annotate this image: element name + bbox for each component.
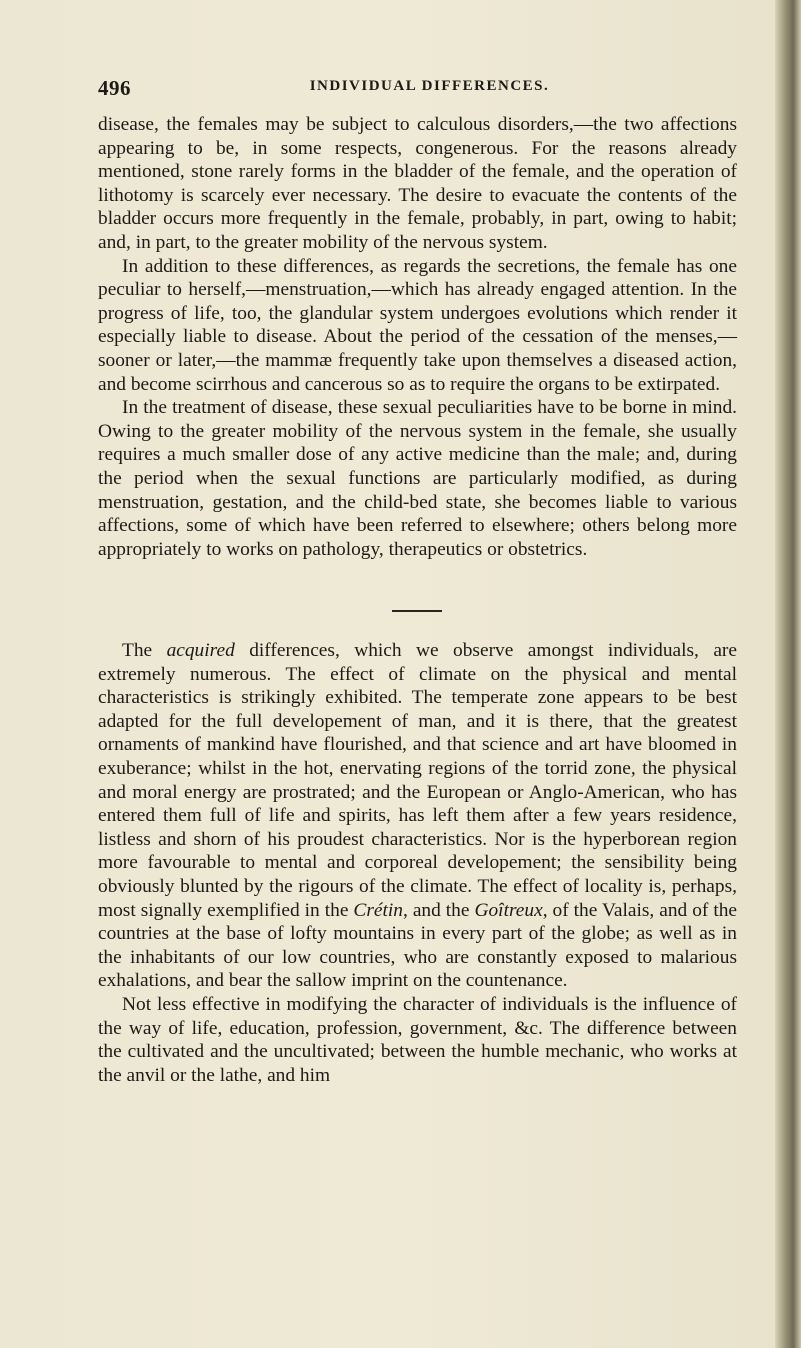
paragraph <box>98 639 737 993</box>
paragraph: Not less effective in modifying the character of individuals is the influence of the way of life, education, profession, government, &c. The difference between the cultivated and the uncultivated; between the humble mechanic, who works at the anvil or the lathe, and him <box>98 993 737 1086</box>
text-run: The <box>122 640 167 661</box>
text-section-sexual-differences <box>98 113 737 561</box>
page-edge-shadow <box>775 0 801 1348</box>
section-divider <box>392 610 442 612</box>
paragraph: In addition to these differences, as regards the secretions, the female has one peculiar to herself,—menstruation,—which has already engaged attention. In the progress of life, too, the glandular system undergoes evolutions which render it especially liable to disease. About the period of the cessation of the menses,—sooner or later,—the mammæ frequently take upon themselves a diseased action, and become scirrhous and cancerous so as to require the organs to be extirpated. <box>98 255 737 395</box>
paragraph: disease, the females may be subject to calculous disorders,—the two affections appearing to be, in some respects, congenerous. For the reasons already mentioned, stone rarely forms in the bladder of the female, and the operation of lithotomy is scarcely ever necessary. The desire to evacuate the contents of the bladder occurs more frequently in the female, probably, in part, owing to habit; and, in part, to the greater mobility of the nervous system. <box>98 114 737 253</box>
italic-term: Crétin <box>353 899 403 921</box>
page-header <box>98 76 731 102</box>
text-section-acquired-differences <box>98 639 737 1087</box>
page-number: 496 <box>98 76 131 100</box>
text-run: , of the Valais, and of the countries at the base of lofty mountains in every part of the globe; as well as in the inhabitants of our low countries, who are constantly exposed to malarious exhalations, and bear the sallow imprint on the countenance. <box>98 899 738 992</box>
italic-term: Goîtreux <box>474 899 543 921</box>
text-run: differences, which we observe amongst individuals, are extremely numerous. The effect of climate on the physical and mental characteristics is strikingly exhibited. The temperate zone appears to be best adapted for the full developement of man, and it is there, that the greatest ornaments of mankind have flourished, and that science and art have bloomed in exuberance; whilst in the hot, enervating regions of the torrid zone, the physical and moral energy are prostrated; and the European or Anglo-American, who has entered them full of life and spirits, has left them after a few years residence, listless and shorn of his proudest characteristics. Nor is the hyperborean region more favourable to mental and corporeal developement; the sensibility being obviously blunted by the rigours of the climate. The effect of locality is, perhaps, most signally exemplified in the <box>98 640 737 921</box>
paragraph: In the treatment of disease, these sexual peculiarities have to be borne in mind. Owing to the greater mobility of the nervous system in the female, she usually requires a much smaller dose of any active medicine than the male; and, during the period when the sexual functions are particularly modified, as during menstruation, gestation, and the child-bed state, she becomes liable to various affections, some of which have been referred to elsewhere; others belong more appropriately to works on pathology, therapeutics or obstetrics. <box>98 397 737 560</box>
running-head: INDIVIDUAL DIFFERENCES. <box>309 78 550 94</box>
text-run: , and the <box>402 899 475 921</box>
italic-term: acquired <box>166 640 235 661</box>
